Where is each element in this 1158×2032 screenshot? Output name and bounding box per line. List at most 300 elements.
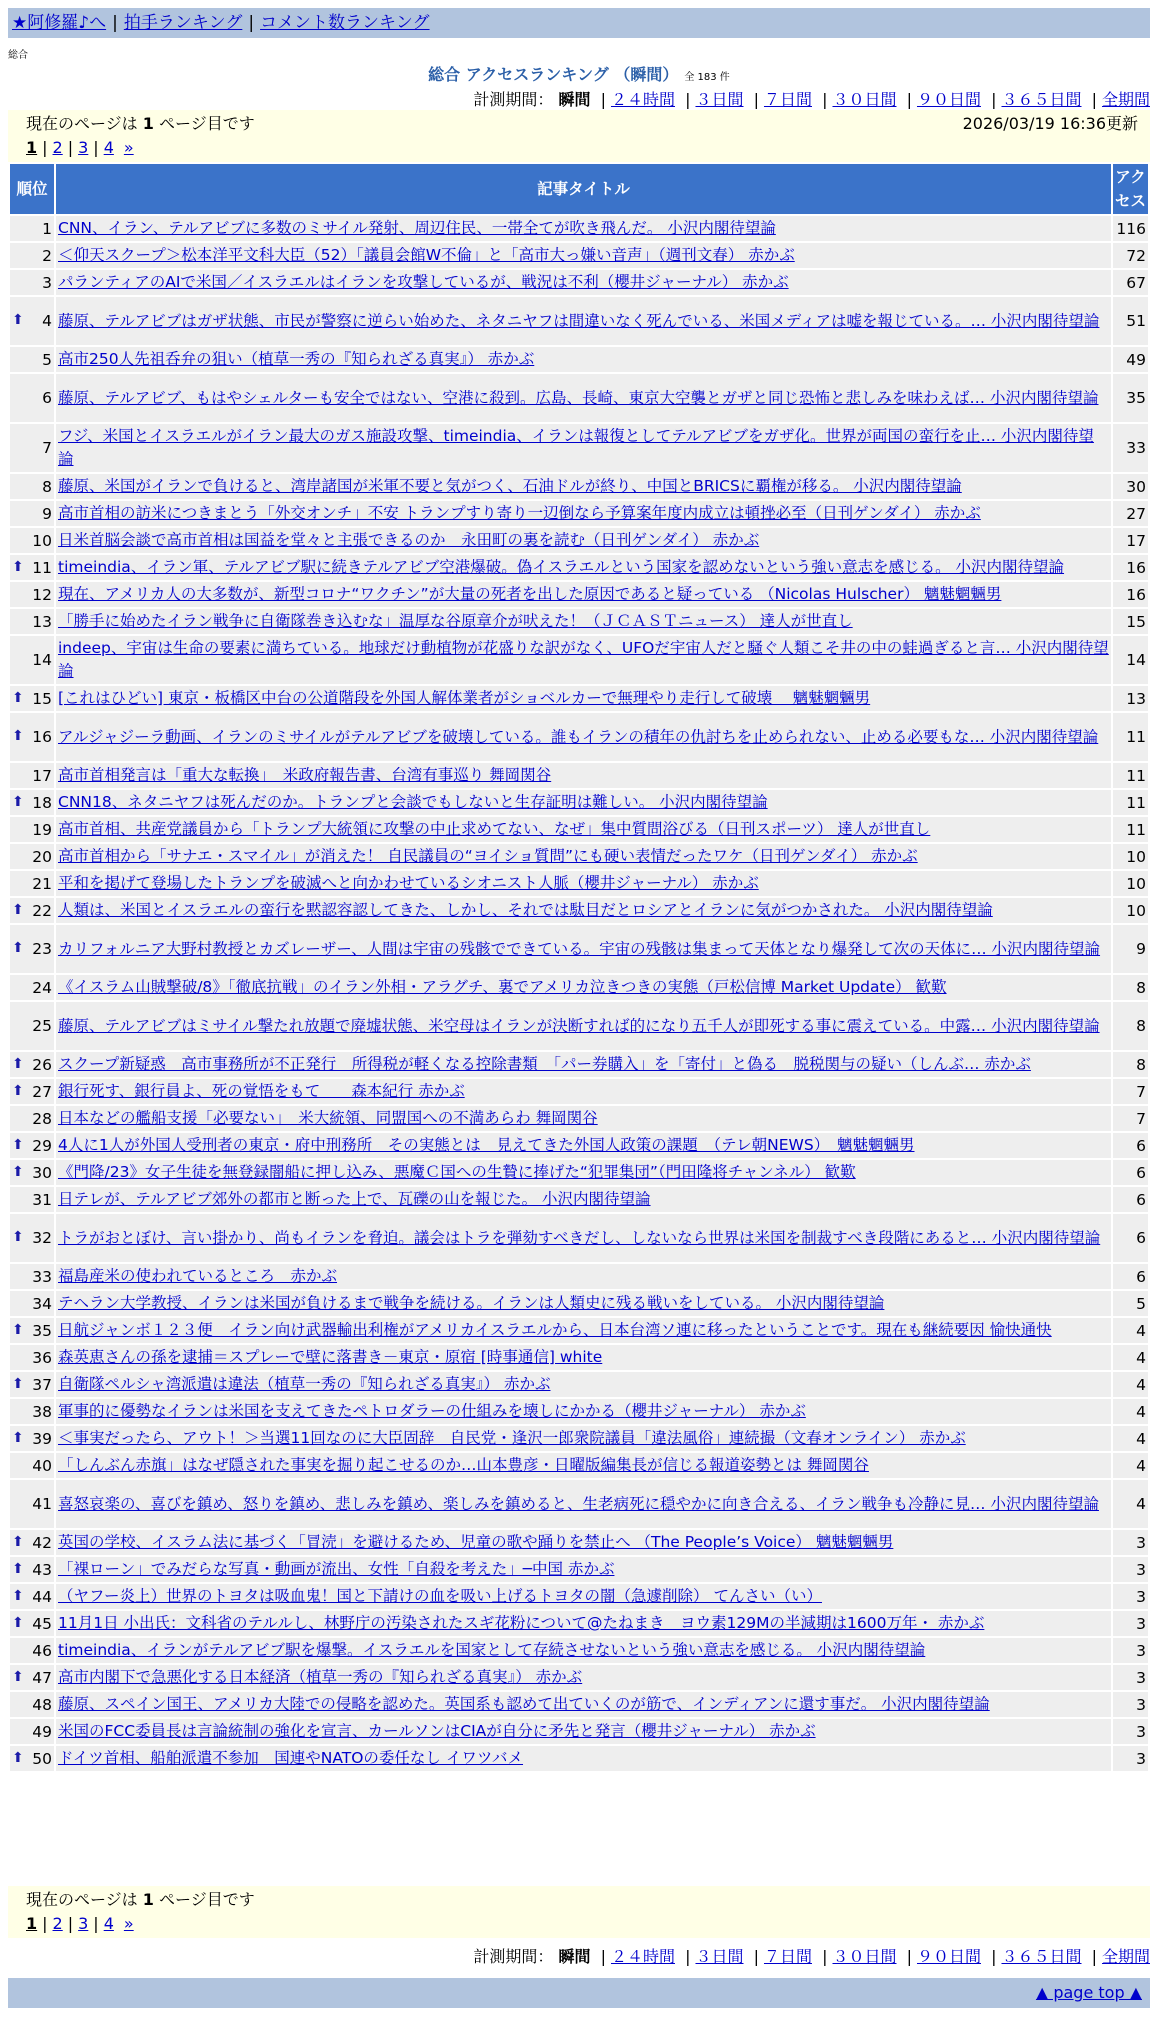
access-count: 67 [1113,270,1148,295]
rank-number: 38 [32,1402,52,1421]
access-count: 10 [1113,871,1148,896]
rank-cell [10,1002,54,1050]
title-cell [56,1372,1111,1397]
rank-cell [10,686,54,711]
rank-cell [10,1557,54,1582]
up-arrow-icon: ⬆ [12,1055,24,1072]
title-cell [56,1133,1111,1158]
access-count: 3 [1113,1638,1148,1663]
rank-cell [10,763,54,788]
title-cell [56,1746,1111,1771]
access-count: 4 [1113,1453,1148,1478]
rank-number: 20 [32,847,52,866]
rank-cell [10,975,54,1000]
access-count: 14 [1113,636,1148,684]
rank-cell [10,216,54,241]
up-arrow-icon: ⬆ [12,689,24,706]
rank-cell [10,925,54,973]
table-row [10,297,1148,345]
article-link[interactable]: カリフォルニア大野村教授とカズレーザー、人間は宇宙の残骸でできている。宇宙の残骸は集まって天体となり爆発して次の天体に… 小沢内閣待望論 [58,939,1101,958]
bottom-bar [8,1978,1150,2008]
rank-cell [10,1638,54,1663]
period-link-90d[interactable]: ９０日間 [916,90,981,109]
table-row [10,1002,1148,1050]
rank-number: 12 [32,585,52,604]
article-link[interactable]: 現在、アメリカ人の大多数が、新型コロナ“ワクチン”が大量の死者を出した原因であると疑っている （Nicolas Hulscher） 魑魅魍魎男 [58,585,1002,603]
home-link[interactable]: ★阿修羅♪へ [12,13,107,33]
access-count: 51 [1113,297,1148,345]
title-cell [56,844,1111,869]
access-count: 17 [1113,528,1148,553]
table-row [10,1187,1148,1212]
nav-separator: | [248,13,255,33]
rank-cell [10,243,54,268]
access-count: 4 [1113,1399,1148,1424]
article-link[interactable]: トラがおとぼけ、言い掛かり、尚もイランを脅迫。議会はトラを弾劾すべきだし、しないなら世界は米国を制裁すべき段階にあると… 小沢内閣待望論 [58,1228,1101,1247]
access-count: 33 [1113,424,1148,472]
article-link[interactable]: timeindia、イラン軍、テルアビブ駅に続きテルアビブ空港爆破。偽イスラエルという国家を認めないという強い意志を感じる。 小沢内閣待望論 [58,558,1065,576]
article-link[interactable]: 11月1日 小出氏：文科省のテルルし、林野庁の汚染されたスギ花粉について@たねまき ヨウ素129Mの半減期は1600万年・ 赤かぶ [58,1614,985,1632]
title-cell [56,555,1111,580]
rank-cell [10,270,54,295]
title-cell [56,270,1111,295]
rank-cell [10,1187,54,1212]
table-row [10,844,1148,869]
total-count: 全 183 件 [684,72,730,83]
access-count: 27 [1113,501,1148,526]
page-link-1[interactable]: 1 [26,1914,38,1933]
rank-cell [10,1719,54,1744]
pager-suffix: ページ目です [159,1890,255,1909]
clap-ranking-link[interactable]: 拍手ランキング [123,13,243,33]
table-row [10,1665,1148,1690]
up-arrow-icon: ⬆ [12,558,24,575]
access-count: 10 [1113,844,1148,869]
access-count: 30 [1113,474,1148,499]
rank-cell [10,609,54,634]
title-cell [56,528,1111,553]
access-count: 116 [1113,216,1148,241]
access-count: 3 [1113,1719,1148,1744]
up-arrow-icon: ⬆ [12,1429,24,1446]
article-link[interactable]: CNN、イラン、テルアビブに多数のミサイル発射、周辺住民、一帯全てが吹き飛んだ。 小沢内閣待望論 [58,219,776,237]
article-link[interactable]: ＜事実だったら、アウト！＞当選11回なのに大臣固辞 自民党・逢沢一郎衆院議員「違法風俗」連続撮（文春オンライン） 赤かぶ [58,1429,966,1447]
article-link[interactable]: 福島産米の使われているところ 赤かぶ [58,1267,338,1285]
page-link-1[interactable]: 1 [26,138,38,157]
table-row [10,817,1148,842]
comment-ranking-link[interactable]: コメント数ランキング [260,13,430,33]
rank-number: 22 [32,901,52,920]
title-cell [56,1187,1111,1212]
rank-number: 15 [32,689,52,708]
period-link-3d[interactable]: ３日間 [695,90,744,109]
rank-number: 34 [32,1294,52,1313]
article-link[interactable]: 銀行死す、銀行員よ、死の覚悟をもて 森本紀行 赤かぶ [58,1082,465,1100]
access-count: 8 [1113,1002,1148,1050]
table-row [10,1480,1148,1528]
table-row [10,1692,1148,1717]
rank-number: 30 [32,1163,52,1182]
rank-number: 10 [32,531,52,550]
page-link-2[interactable]: 2 [52,1914,63,1933]
access-count: 6 [1113,1214,1148,1262]
page-link-3[interactable]: 3 [78,138,89,157]
title-cell [56,1345,1111,1370]
title-cell [56,713,1111,761]
article-link[interactable]: 高市内閣下で急悪化する日本経済（植草一秀の『知られざる真実』） 赤かぶ [58,1668,583,1686]
article-link[interactable]: 高市首相、共産党議員から「トランプ大統領に攻撃の中止求めてない、なぜ」集中質問浴びる（日刊スポーツ） 達人が世直し [58,820,931,838]
title-cell [56,1052,1111,1077]
title-cell [56,474,1111,499]
access-count: 11 [1113,817,1148,842]
rank-cell [10,1133,54,1158]
access-count: 8 [1113,1052,1148,1077]
table-row [10,528,1148,553]
rank-number: 44 [32,1587,52,1606]
title-cell [56,1611,1111,1636]
table-row [10,555,1148,580]
rank-number: 50 [32,1749,52,1768]
title-cell [56,898,1111,923]
title-cell [56,1665,1111,1690]
rank-cell [10,1106,54,1131]
period-link-7d[interactable]: ７日間 [763,90,812,109]
table-row [10,975,1148,1000]
pager-prefix: 現在のページは [26,1890,138,1909]
rank-cell [10,898,54,923]
article-link[interactable]: フジ、米国とイスラエルがイラン最大のガス施設攻撃、timeindia、イランは報復としてテルアビブをガザ化。世界が両国の蛮行を止… 小沢内閣待望論 [58,427,1094,468]
rank-cell [10,817,54,842]
article-link[interactable]: 藤原、米国がイランで負けると、湾岸諸国が米軍不要と気がつく、石油ドルが終り、中国とBRICSに覇権が移る。 小沢内閣待望論 [58,477,962,495]
title-cell [56,1480,1111,1528]
up-arrow-icon: ⬆ [12,1560,24,1577]
table-row [10,1557,1148,1582]
rank-number: 3 [42,273,52,292]
period-selector-top: 計測期間： 瞬間 | ２４時間 | ３日間 | ７日間 | ３０日間 | ９０日間 | ３６５日間 | 全期間 [473,90,1150,109]
rank-cell [10,1692,54,1717]
rank-cell [10,713,54,761]
title-cell [56,975,1111,1000]
table-row [10,1079,1148,1104]
up-arrow-icon: ⬆ [12,312,24,328]
rank-number: 7 [42,439,52,457]
period-link-all[interactable]: 全期間 [1101,90,1150,109]
article-link[interactable]: 「裸ローン」でみだらな写真・動画が流出、女性「自殺を考えた」─中国 赤かぶ [58,1560,615,1578]
page-top-link[interactable]: ▲ page top ▲ [1035,1983,1142,2002]
period-link-7d[interactable]: ７日間 [763,1947,812,1966]
article-link[interactable]: 「勝手に始めたイラン戦争に自衛隊巻き込むな」温厚な谷原章介が吠えた！（ＪＣＡＳＴニュース） 達人が世直し [58,612,853,630]
pager-current-page: 1 [142,114,154,133]
rank-cell [10,790,54,815]
article-link[interactable]: 英国の学校、イスラム法に基づく「冒涜」を避けるため、児童の歌や踊りを禁止へ （The People’s Voice） 魑魅魍魎男 [58,1533,894,1551]
ranking-heading [0,62,1158,85]
table-row [10,582,1148,607]
access-count: 11 [1113,763,1148,788]
rank-cell [10,871,54,896]
table-row [10,216,1148,241]
up-arrow-icon: ⬆ [12,1229,24,1245]
up-arrow-icon: ⬆ [12,728,24,744]
rank-cell [10,1584,54,1609]
rank-number: 41 [32,1495,52,1513]
rank-cell [10,1399,54,1424]
title-cell [56,686,1111,711]
next-page-link[interactable]: » [123,1914,134,1933]
table-row [10,1214,1148,1262]
table-row [10,1133,1148,1158]
access-count: 6 [1113,1133,1148,1158]
table-row [10,1453,1148,1478]
article-link[interactable]: パランティアのAIで米国／イスラエルはイランを攻撃しているが、戦況は不利（櫻井ジャーナル） 赤かぶ [58,273,789,291]
access-count: 6 [1113,1264,1148,1289]
table-row [10,790,1148,815]
table-row [10,925,1148,973]
period-link-30d[interactable]: ３０日間 [832,1947,897,1966]
access-count: 4 [1113,1426,1148,1451]
rank-number: 39 [32,1429,52,1448]
rank-number: 28 [32,1109,52,1128]
article-link[interactable]: スクープ新疑惑 高市事務所が不正発行 所得税が軽くなる控除書類 「パー券購入」を「寄付」と偽る 脱税関与の疑い（しんぶ… 赤かぶ [58,1055,1031,1073]
title-cell [56,1399,1111,1424]
period-link-3d[interactable]: ３日間 [695,1947,744,1966]
rank-number: 47 [32,1668,52,1687]
article-link[interactable]: 藤原、テルアビブはミサイル撃たれ放題で廃墟状態、米空母はイランが決断すれば的になり五千人が即死する事に震えている。中露… 小沢内閣待望論 [58,1016,1100,1035]
article-link[interactable]: 藤原、テルアビブはガザ状態、市民が警察に逆らい始めた、ネタニヤフは間違いなく死んでいる、米国メディアは嘘を報じている。… 小沢内閣待望論 [58,311,1100,330]
access-count: 3 [1113,1557,1148,1582]
article-link[interactable]: 自衛隊ペルシャ湾派遣は違法（植草一秀の『知られざる真実』） 赤かぶ [58,1375,551,1393]
table-row [10,1372,1148,1397]
article-link[interactable]: 高市250人先祖呑弁の狙い（植草一秀の『知られざる真実』） 赤かぶ [58,350,535,368]
title-cell [56,243,1111,268]
article-link[interactable]: 《門降/23》女子生徒を無登録闇船に押し込み、悪魔Ｃ国への生贄に捧げた“犯罪集団”（門田隆将チャンネル） 歓歎 [58,1163,856,1181]
page-link-2[interactable]: 2 [52,138,63,157]
access-count: 4 [1113,1372,1148,1397]
table-row [10,1399,1148,1424]
period-link-365d[interactable]: ３６５日間 [1001,1947,1082,1966]
article-link[interactable]: 藤原、テルアビブ、もはやシェルターも安全ではない、空港に殺到。広島、長崎、東京大空襲とガザと同じ恐怖と悲しみを味わえば… 小沢内閣待望論 [58,388,1099,407]
up-arrow-icon: ⬆ [12,1668,24,1685]
table-row [10,501,1148,526]
rank-cell [10,1611,54,1636]
rank-number: 37 [32,1375,52,1394]
table-row [10,1106,1148,1131]
access-count: 8 [1113,975,1148,1000]
article-link[interactable]: ＜仰天スクープ＞松本洋平文科大臣（52）「議員会館W不倫」と「高市大っ嫌い音声」（週刊文春） 赤かぶ [58,246,795,264]
rank-number: 9 [42,504,52,523]
rank-cell [10,1665,54,1690]
article-link[interactable]: ドイツ首相、船舶派遣不参加 国連やNATOの委任なし イワツバメ [58,1749,524,1767]
access-count: 72 [1113,243,1148,268]
table-row [10,270,1148,295]
period-link-90d[interactable]: ９０日間 [916,1947,981,1966]
nav-separator: | [112,13,118,33]
access-count: 3 [1113,1530,1148,1555]
title-cell [56,609,1111,634]
article-link[interactable]: 高市首相の訪米につきまとう「外交オンチ」不安 トランプすり寄り一辺倒なら予算案年度内成立は頓挫必至（日刊ゲンダイ） 赤かぶ [58,504,981,522]
period-link-all[interactable]: 全期間 [1101,1947,1150,1966]
table-row [10,1160,1148,1185]
next-page-link[interactable]: » [123,138,134,157]
article-link[interactable]: 米国のFCC委員長は言論統制の強化を宣言、カールソンはCIAが自分に矛先と発言（櫻井ジャーナル） 赤かぶ [58,1722,816,1740]
rank-cell [10,1530,54,1555]
rank-cell [10,1372,54,1397]
access-count: 11 [1113,790,1148,815]
article-link[interactable]: テヘラン大学教授、イランは米国が負けるまで戦争を続ける。イランは人類史に残る戦いをしている。 小沢内閣待望論 [58,1294,885,1312]
col-header-title: 記事タイトル [56,164,1111,214]
access-count: 13 [1113,686,1148,711]
table-row [10,636,1148,684]
rank-number: 8 [42,477,52,496]
rank-number: 13 [32,612,52,631]
page-link-4[interactable]: 4 [103,138,114,157]
access-count: 3 [1113,1611,1148,1636]
rank-cell [10,555,54,580]
access-count: 3 [1113,1746,1148,1771]
rank-number: 40 [32,1456,52,1475]
rank-cell [10,1480,54,1528]
rank-number: 18 [32,793,52,812]
rank-cell [10,1426,54,1451]
title-cell [56,582,1111,607]
page-link-3[interactable]: 3 [78,1914,89,1933]
title-cell [56,1530,1111,1555]
rank-number: 27 [32,1082,52,1101]
rank-number: 48 [32,1695,52,1714]
article-link[interactable]: （ヤフー炎上）世界のトヨタは吸血鬼！国と下請けの血を吸い上げるトヨタの闇（急遽削除） てんさい（い） [58,1587,822,1605]
title-cell [56,925,1111,973]
article-link[interactable]: 日航ジャンボ１２３便 イラン向け武器輸出利権がアメリカイスラエルから、日本台湾ソ連に移ったということです。現在も継続要因 愉快通快 [58,1321,1052,1339]
title-cell [56,1264,1111,1289]
title-cell [56,1214,1111,1262]
rank-number: 24 [32,978,52,997]
title-cell [56,501,1111,526]
rank-number: 45 [32,1614,52,1633]
pager-current-page: 1 [142,1890,154,1909]
up-arrow-icon: ⬆ [12,1136,24,1153]
article-link[interactable]: 藤原、スペイン国王、アメリカ大陸での侵略を認めた。英国系も認めて出ていくのが筋で、インディアンに還す事だ。 小沢内閣待望論 [58,1695,990,1713]
up-arrow-icon: ⬆ [12,1082,24,1099]
period-link-30d[interactable]: ３０日間 [832,90,897,109]
page-link-4[interactable]: 4 [103,1914,114,1933]
up-arrow-icon: ⬆ [12,1375,24,1392]
table-row [10,1638,1148,1663]
title-cell [56,790,1111,815]
table-row [10,424,1148,472]
title-cell [56,1291,1111,1316]
table-row [10,763,1148,788]
title-cell [56,1002,1111,1050]
rank-number: 42 [32,1533,52,1552]
table-row [10,1052,1148,1077]
rank-number: 14 [32,651,52,669]
period-label: 計測期間： [473,90,554,109]
rank-number: 32 [32,1229,52,1247]
rank-cell [10,1214,54,1262]
rank-number: 11 [32,558,52,577]
table-row [10,686,1148,711]
access-count: 9 [1113,925,1148,973]
table-row [10,1719,1148,1744]
article-link[interactable]: 日米首脳会談で高市首相は国益を堂々と主張できるのか 永田町の裏を読む（日刊ゲンダイ） 赤かぶ [58,531,760,549]
access-count: 3 [1113,1584,1148,1609]
rank-number: 46 [32,1641,52,1660]
title-cell [56,1719,1111,1744]
col-header-access: アクセス [1113,164,1148,214]
period-link-24h[interactable]: ２４時間 [610,1947,675,1966]
article-link[interactable]: 軍事的に優勢なイランは米国を支えてきたペトロダラーの仕組みを壊しにかかる（櫻井ジャーナル） 赤かぶ [58,1402,806,1420]
article-link[interactable]: 森英恵さんの孫を逮捕＝スプレーで壁に落書き－東京・原宿 [時事通信] white [58,1348,603,1366]
rank-cell [10,1160,54,1185]
article-link[interactable]: 平和を掲げて登場したトランプを破滅へと向かわせているシオニスト人脈（櫻井ジャーナル） 赤かぶ [58,874,759,892]
rank-number: 29 [32,1136,52,1155]
rank-cell [10,1291,54,1316]
table-row [10,474,1148,499]
article-link[interactable]: 喜怒哀楽の、喜びを鎮め、怒りを鎮め、悲しみを鎮め、楽しみを鎮めると、生老病死に穏やかに向き合える、イラン戦争も冷静に見… 小沢内閣待望論 [58,1494,1099,1513]
title-cell [56,374,1111,422]
article-link[interactable]: 4人に1人が外国人受刑者の東京・府中刑務所 その実態とは 見えてきた外国人政策の課題 （テレ朝NEWS） 魑魅魍魎男 [58,1136,915,1154]
article-link[interactable]: 日本などの艦船支援「必要ない」 米大統領、同盟国への不満あらわ 舞岡関谷 [58,1109,598,1127]
article-link[interactable]: 《イスラム山賊撃破/8》「徹底抗戦」のイラン外相・アラグチ、裏でアメリカ泣きつきの実態（戸松信博 Market Update） 歓歎 [58,978,947,996]
article-link[interactable]: 高市首相から「サナエ・スマイル」が消えた！ 自民議員の“ヨイショ質問”にも硬い表情だったワケ（日刊ゲンダイ） 赤かぶ [58,847,918,865]
pager-prefix: 現在のページは [26,114,138,133]
rank-cell [10,347,54,372]
table-row [10,1426,1148,1451]
period-link-24h[interactable]: ２４時間 [610,90,675,109]
up-arrow-icon: ⬆ [12,1321,24,1338]
rank-cell [10,1318,54,1343]
article-link[interactable]: 「しんぶん赤旗」はなぜ隠された事実を掘り起こせるのか…山本豊彦・日曜版編集長が信じる報道姿勢とは 舞岡関谷 [58,1456,869,1474]
rank-number: 43 [32,1560,52,1579]
title-cell [56,1584,1111,1609]
up-arrow-icon: ⬆ [12,1587,24,1604]
updated-timestamp: 2026/03/19 16:36更新 [962,114,1138,133]
title-cell [56,347,1111,372]
rank-number: 25 [32,1017,52,1035]
period-selector-bottom: 計測期間： 瞬間 | ２４時間 | ３日間 | ７日間 | ３０日間 | ９０日間 | ３６５日間 | 全期間 [473,1947,1150,1966]
article-link[interactable]: 高市首相発言は「重大な転換」 米政府報告書、台湾有事巡り 舞岡関谷 [58,766,552,784]
table-row [10,1530,1148,1555]
rank-number: 23 [32,940,52,958]
table-row [10,347,1148,372]
period-current: 瞬間 [558,1947,591,1966]
title-cell [56,1638,1111,1663]
period-current: 瞬間 [558,90,591,109]
title-cell [56,871,1111,896]
period-link-365d[interactable]: ３６５日間 [1001,90,1082,109]
title-cell [56,216,1111,241]
access-count: 49 [1113,347,1148,372]
table-row [10,1746,1148,1771]
table-row [10,1584,1148,1609]
up-arrow-icon: ⬆ [12,1749,24,1766]
access-count: 16 [1113,555,1148,580]
up-arrow-icon: ⬆ [12,1614,24,1631]
article-link[interactable]: CNN18、ネタニヤフは死んだのか。トランプと会談でもしないと生存証明は難しい。 小沢内閣待望論 [58,793,768,811]
article-link[interactable]: 日テレが、テルアビブ郊外の都市と断った上で、瓦礫の山を報じた。 小沢内閣待望論 [58,1190,651,1208]
article-link[interactable]: timeindia、イランがテルアビブ駅を爆撃。イスラエルを国家として存続させないという強い意志を感じる。 小沢内閣待望論 [58,1641,926,1659]
rank-number: 35 [32,1321,52,1340]
rank-number: 1 [42,219,52,238]
article-link[interactable]: アルジャジーラ動画、イランのミサイルがテルアビブを破壊している。誰もイランの積年の仇討ちを止められない、止める必要もな… 小沢内閣待望論 [58,727,1099,746]
table-row [10,1611,1148,1636]
access-count: 11 [1113,713,1148,761]
title-cell [56,1079,1111,1104]
article-link[interactable]: [これはひどい] 東京・板橋区中台の公道階段を外国人解体業者がショベルカーで無理やり走行して破壊 魑魅魍魎男 [58,689,871,707]
article-link[interactable]: 人類は、米国とイスラエルの蛮行を黙認容認してきた、しかし、それでは駄目だとロシアとイランに気がつかされた。 小沢内閣待望論 [58,901,993,919]
rank-number: 36 [32,1348,52,1367]
table-row [10,713,1148,761]
article-link[interactable]: indeep、宇宙は生命の要素に満ちている。地球だけ動植物が花盛りな訳がなく、UFOだ宇宙人だと騒ぐ人類こそ井の中の蛙過ぎると言… 小沢内閣待望論 [58,639,1109,680]
